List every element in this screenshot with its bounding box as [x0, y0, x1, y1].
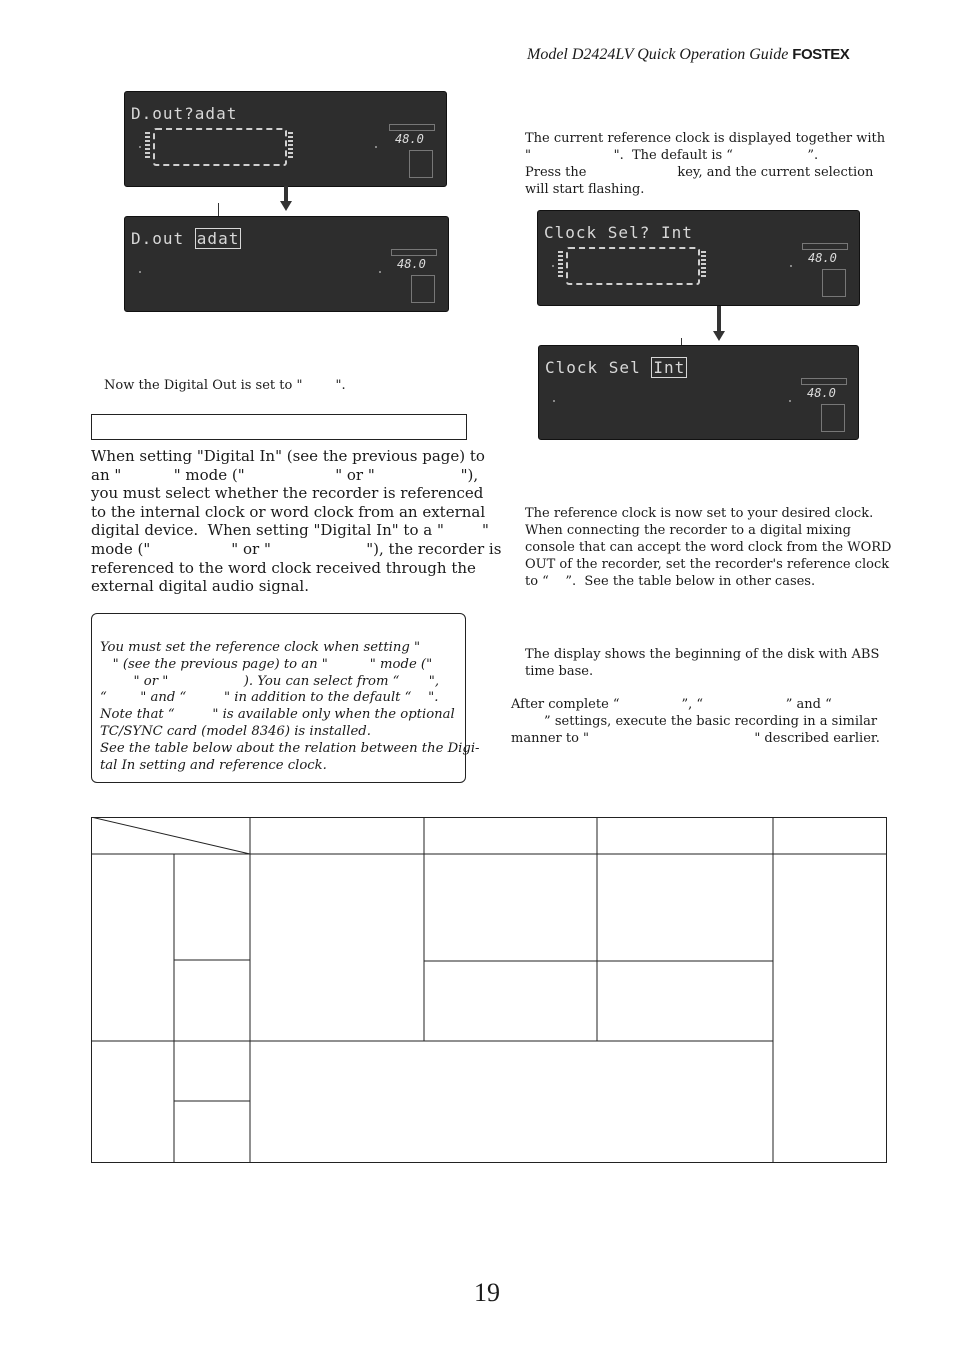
clock-intro-text	[525, 130, 887, 198]
note-line: “ " and “ " in addition to the default “ ".	[100, 690, 439, 706]
lcd-indicator	[802, 243, 848, 250]
header-title: Model D2424LV Quick Operation Guide	[527, 46, 789, 63]
note-line: Note that “ " is available only when the optional	[100, 707, 455, 723]
lcd-dot	[789, 400, 791, 402]
lcd-text	[131, 229, 241, 248]
table-diagonal	[91, 817, 250, 854]
reference-clock-paragraph	[91, 447, 502, 596]
lcd-display-clock-select	[537, 210, 860, 306]
text-line: OUT of the recorder, set the recorder's reference clock	[525, 557, 890, 572]
lcd-display-digital-out-set	[124, 216, 449, 312]
lcd-text: Clock Sel? Int	[544, 223, 693, 242]
lcd-frequency: 48.0	[395, 132, 424, 146]
table-border	[92, 818, 887, 1163]
lcd-level-bar	[558, 251, 563, 279]
lcd-display-digital-out-select	[124, 91, 447, 187]
lcd-selection: adat	[196, 229, 240, 248]
lcd-dot	[139, 146, 141, 148]
text-line: The current reference clock is displayed together with	[525, 131, 886, 146]
lcd-dot	[375, 146, 377, 148]
text-line: will start flashing.	[525, 182, 645, 197]
paragraph-line: referenced to the word clock received through the	[91, 558, 476, 577]
lcd-dot	[552, 265, 554, 267]
lcd-indicator	[391, 249, 437, 256]
lcd-dot	[139, 271, 141, 273]
text-line: " ". The default is “ ”.	[525, 148, 819, 163]
text-line: manner to " " described earlier.	[511, 731, 880, 746]
text-line: The reference clock is now set to your desired clock.	[525, 506, 874, 521]
text-line: to “ ”. See the table below in other cases.	[525, 574, 816, 589]
lcd-indicator	[801, 378, 847, 385]
arrow-down-head	[713, 331, 725, 341]
lcd-text	[545, 358, 687, 377]
note-text	[100, 640, 480, 774]
text-line: time base.	[525, 664, 594, 679]
paragraph-line: digital device. When setting "Digital In" to a " "	[91, 521, 489, 540]
paragraph-line: When setting "Digital In" (see the previous page) to	[91, 447, 485, 465]
lcd-dashed-box	[153, 128, 287, 166]
lcd-dot	[790, 265, 792, 267]
lcd-frequency: 48.0	[808, 251, 837, 265]
paragraph-line: mode (" " or " "), the recorder is	[91, 539, 502, 558]
display-text	[525, 646, 887, 680]
note-line: You must set the reference clock when setting "	[100, 640, 421, 655]
lcd-dashed-box	[566, 247, 700, 285]
lcd-dot	[553, 400, 555, 402]
note-line: " (see the previous page) to an " " mode ("	[100, 656, 433, 672]
arrow-down	[717, 306, 721, 332]
arrow-down	[284, 186, 288, 202]
paragraph-line: you must select whether the recorder is referenced	[91, 484, 484, 503]
lcd-dot	[379, 271, 381, 273]
lcd-text: D.out?adat	[131, 104, 238, 123]
note-line: See the table below about the relation between the Digi-	[100, 740, 480, 756]
page-header	[527, 46, 849, 64]
lcd-indicator	[389, 124, 435, 131]
fostex-logo: FOSTEX	[792, 46, 850, 63]
reference-clock-table	[91, 817, 887, 1163]
text-line: The display shows the beginning of the disk with ABS	[525, 647, 880, 662]
final-instruction-text	[511, 696, 887, 747]
lcd-frequency: 48.0	[397, 257, 426, 271]
section-heading-box	[91, 414, 467, 440]
lcd-level-bar	[145, 132, 150, 160]
clock-set-text	[525, 505, 892, 590]
lcd-selection: Int	[653, 358, 686, 377]
text-line: console that can accept the word clock from the WORD	[525, 540, 892, 555]
lcd-indicator	[821, 404, 845, 432]
paragraph-line: external digital audio signal.	[91, 577, 309, 596]
lcd-level-bar	[701, 251, 706, 279]
digital-out-set-text: Now the Digital Out is set to " ".	[104, 378, 346, 393]
lcd-indicator	[409, 150, 433, 178]
text-line: ” settings, execute the basic recording in a similar	[511, 714, 878, 729]
lcd-indicator	[411, 275, 435, 303]
lcd-display-clock-set	[538, 345, 859, 440]
arrow-down-head	[280, 201, 292, 211]
text-line: Press the key, and the current selection	[525, 165, 874, 180]
note-line: tal In setting and reference clock.	[100, 757, 327, 773]
lcd-text-prefix: D.out	[131, 229, 195, 248]
lcd-frequency: 48.0	[807, 386, 836, 400]
page-number: 19	[474, 1278, 500, 1307]
note-line: " or " ). You can select from “ ",	[100, 673, 440, 689]
paragraph-line: an " " mode (" " or " "),	[91, 465, 479, 484]
text-line: When connecting the recorder to a digital mixing	[525, 523, 851, 538]
note-line: TC/SYNC card (model 8346) is installed.	[100, 723, 371, 739]
lcd-level-bar	[288, 132, 293, 160]
text-line: After complete “ ”, “ ” and “	[511, 697, 832, 712]
lcd-indicator	[822, 269, 846, 297]
lcd-text-prefix: Clock Sel	[545, 358, 652, 377]
paragraph-line: to the internal clock or word clock from an external	[91, 502, 486, 521]
